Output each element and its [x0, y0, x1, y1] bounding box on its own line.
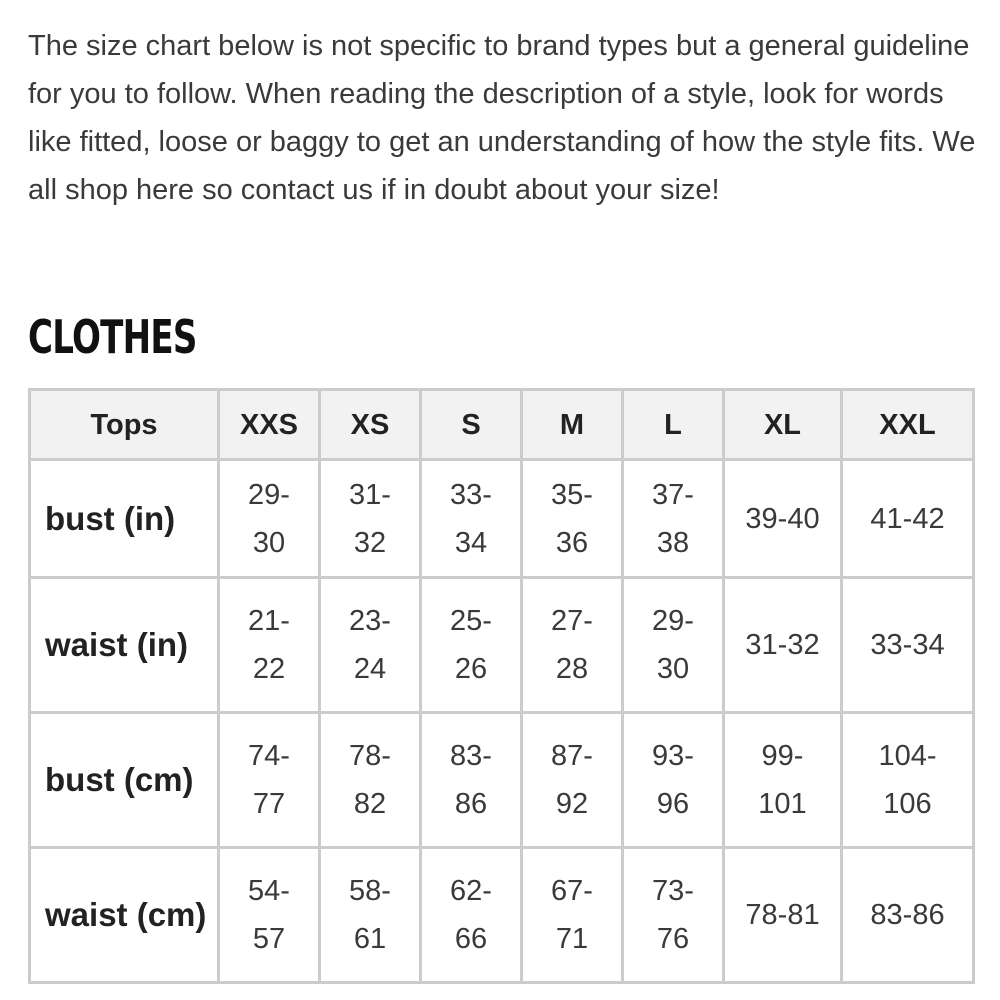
row-label-waist-in: waist (in) — [30, 578, 219, 713]
table-cell — [421, 713, 522, 848]
table-cell — [623, 713, 724, 848]
table-cell — [724, 578, 842, 713]
cell-value: 37-38 — [652, 478, 694, 559]
cell-value: 83-86 — [870, 899, 945, 931]
cell-value: 21-22 — [248, 605, 290, 685]
cell-value: 54-57 — [248, 875, 290, 955]
table-row-bust-cm — [30, 713, 974, 848]
cell-value: 25-26 — [450, 605, 492, 685]
table-cell — [724, 460, 842, 578]
table-row-waist-cm — [30, 848, 974, 983]
cell-value: 78-81 — [745, 899, 820, 931]
table-cell — [522, 848, 623, 983]
table-cell — [724, 848, 842, 983]
table-cell — [320, 713, 421, 848]
table-cell — [842, 460, 974, 578]
table-cell — [320, 848, 421, 983]
table-cell — [421, 848, 522, 983]
cell-value: 23-24 — [349, 605, 391, 685]
row-label-bust-in: bust (in) — [30, 460, 219, 578]
table-cell — [219, 713, 320, 848]
table-cell — [842, 578, 974, 713]
cell-value: 78-82 — [349, 740, 391, 820]
size-header-xxl: XXL — [842, 390, 974, 460]
cell-value: 87-92 — [551, 740, 593, 820]
size-header-xl: XL — [724, 390, 842, 460]
table-header-row — [30, 390, 974, 460]
cell-value: 29-30 — [248, 478, 290, 559]
cell-value: 83-86 — [450, 740, 492, 820]
table-cell — [842, 713, 974, 848]
cell-value: 39-40 — [745, 502, 820, 535]
cell-value: 58-61 — [349, 875, 391, 955]
table-cell — [522, 713, 623, 848]
table-cell — [421, 460, 522, 578]
cell-value: 74-77 — [248, 740, 290, 820]
size-header-l: L — [623, 390, 724, 460]
cell-value: 33-34 — [450, 478, 492, 559]
size-header-m: M — [522, 390, 623, 460]
cell-value: 27-28 — [551, 605, 593, 685]
table-cell — [623, 578, 724, 713]
table-cell — [219, 578, 320, 713]
cell-value: 33-34 — [870, 629, 945, 661]
cell-value: 93-96 — [652, 740, 694, 820]
cell-value: 73-76 — [652, 875, 694, 955]
size-header-s: S — [421, 390, 522, 460]
table-cell — [320, 578, 421, 713]
table-cell — [219, 460, 320, 578]
table-row-bust-in — [30, 460, 974, 578]
table-cell — [842, 848, 974, 983]
row-label-waist-cm: waist (cm) — [30, 848, 219, 983]
intro-paragraph: The size chart below is not specific to brand types but a general guideline for you to follow. When reading the description of a style, look for words like fitted, loose or baggy to get an understanding of how the style fits. We all shop here so contact us if in doubt about your size! — [28, 30, 976, 206]
table-cell — [219, 848, 320, 983]
cell-value: 104-106 — [878, 740, 937, 820]
table-cell — [421, 578, 522, 713]
cell-value: 62-66 — [450, 875, 492, 955]
cell-value: 35-36 — [551, 478, 593, 559]
table-cell — [320, 460, 421, 578]
cell-value: 31-32 — [745, 629, 820, 661]
table-cell — [522, 578, 623, 713]
cell-value: 67-71 — [551, 875, 593, 955]
row-label-bust-cm: bust (cm) — [30, 713, 219, 848]
cell-value: 29-30 — [652, 605, 694, 685]
table-cell — [522, 460, 623, 578]
size-header-xxs: XXS — [219, 390, 320, 460]
cell-value: 41-42 — [870, 502, 945, 535]
table-cell — [623, 460, 724, 578]
table-cell — [623, 848, 724, 983]
section-heading-clothes: CLOTHES — [28, 310, 197, 364]
table-cell — [724, 713, 842, 848]
size-header-xs: XS — [320, 390, 421, 460]
size-chart-table — [28, 388, 975, 984]
cell-value: 31-32 — [349, 478, 391, 559]
cell-value: 99-101 — [758, 740, 807, 820]
corner-header-tops: Tops — [30, 390, 219, 460]
table-row-waist-in — [30, 578, 974, 713]
